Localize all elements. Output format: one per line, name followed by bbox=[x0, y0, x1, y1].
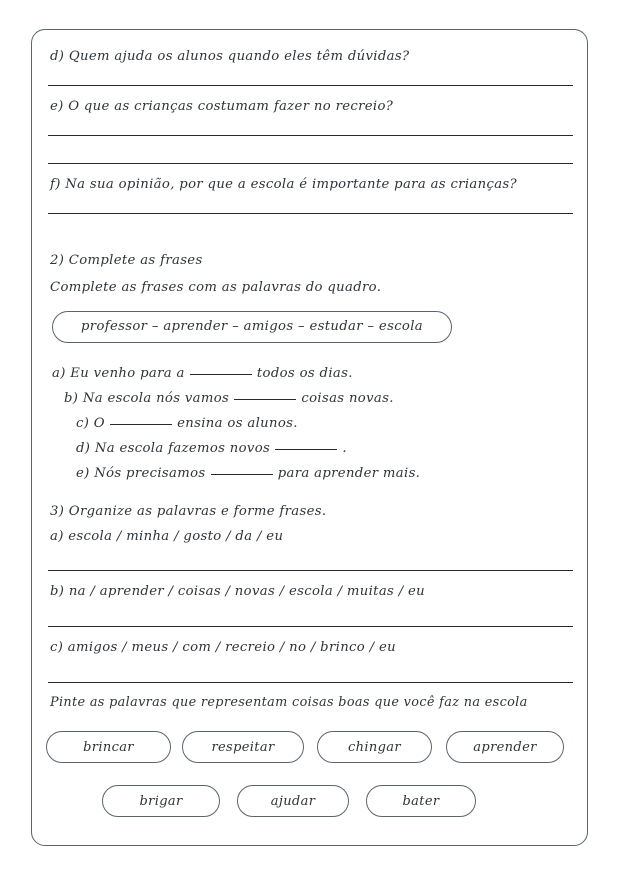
fill-blank-item-e bbox=[76, 462, 420, 481]
fill-blank-e-input[interactable] bbox=[211, 474, 273, 475]
answer-line-d-1[interactable] bbox=[48, 85, 573, 86]
fill-blank-item-b bbox=[64, 387, 394, 406]
word-pill-brigar[interactable] bbox=[102, 785, 220, 817]
fill-blank-a-after: todos os dias. bbox=[256, 366, 353, 381]
word-pill-chingar-label: chingar bbox=[348, 739, 401, 755]
word-pill-brincar-label: brincar bbox=[83, 739, 134, 755]
fill-blank-c-input[interactable] bbox=[110, 424, 172, 425]
fill-blank-d-input[interactable] bbox=[275, 449, 337, 450]
word-bank-box bbox=[52, 311, 452, 343]
fill-blank-a-input[interactable] bbox=[190, 374, 252, 375]
question-item-d: d) Quem ajuda os alunos quando eles têm dúvidas? bbox=[50, 49, 410, 64]
section2-instruction: Complete as frases com as palavras do quadro. bbox=[50, 280, 382, 295]
question-item-f: f) Na sua opinião, por que a escola é importante para as crianças? bbox=[50, 177, 517, 192]
word-pill-bater-label: bater bbox=[402, 793, 440, 809]
fill-blank-item-c bbox=[76, 412, 298, 431]
word-pill-respeitar-label: respeitar bbox=[211, 739, 275, 755]
scramble-item-b: b) na / aprender / coisas / novas / escola / muitas / eu bbox=[50, 584, 426, 599]
answer-line-e-2[interactable] bbox=[48, 163, 573, 164]
fill-blank-b-after: coisas novas. bbox=[301, 391, 394, 406]
word-pill-brigar-label: brigar bbox=[139, 793, 183, 809]
word-pill-chingar[interactable] bbox=[317, 731, 432, 763]
fill-blank-d-before: d) Na escola fazemos novos bbox=[76, 441, 271, 456]
answer-line-e-1[interactable] bbox=[48, 135, 573, 136]
section2-heading: 2) Complete as frases bbox=[50, 253, 203, 268]
word-pill-aprender[interactable] bbox=[446, 731, 564, 763]
word-pill-bater[interactable] bbox=[366, 785, 476, 817]
section4-instruction: Pinte as palavras que representam coisas boas que você faz na escola bbox=[50, 695, 528, 710]
fill-blank-a-before: a) Eu venho para a bbox=[52, 366, 185, 381]
scramble-answer-line-c[interactable] bbox=[48, 682, 573, 683]
word-pill-aprender-label: aprender bbox=[473, 739, 537, 755]
word-pill-respeitar[interactable] bbox=[182, 731, 304, 763]
question-item-e: e) O que as crianças costumam fazer no recreio? bbox=[50, 99, 394, 114]
word-pill-ajudar[interactable] bbox=[237, 785, 349, 817]
section3-heading: 3) Organize as palavras e forme frases. bbox=[50, 504, 327, 519]
fill-blank-b-before: b) Na escola nós vamos bbox=[64, 391, 230, 406]
fill-blank-c-after: ensina os alunos. bbox=[177, 416, 298, 431]
fill-blank-c-before: c) O bbox=[76, 416, 105, 431]
word-pill-brincar[interactable] bbox=[46, 731, 171, 763]
fill-blank-e-before: e) Nós precisamos bbox=[76, 466, 206, 481]
fill-blank-item-d bbox=[76, 437, 347, 456]
fill-blank-d-after: . bbox=[342, 441, 347, 456]
fill-blank-e-after: para aprender mais. bbox=[277, 466, 421, 481]
scramble-item-a: a) escola / minha / gosto / da / eu bbox=[50, 529, 284, 544]
worksheet-frame bbox=[31, 29, 588, 846]
answer-line-f-1[interactable] bbox=[48, 213, 573, 214]
word-pill-ajudar-label: ajudar bbox=[270, 793, 316, 809]
scramble-item-c: c) amigos / meus / com / recreio / no / brinco / eu bbox=[50, 640, 396, 655]
word-bank-text: professor – aprender – amigos – estudar – escola bbox=[81, 319, 423, 335]
fill-blank-item-a bbox=[52, 362, 353, 381]
scramble-answer-line-b[interactable] bbox=[48, 626, 573, 627]
fill-blank-b-input[interactable] bbox=[234, 399, 296, 400]
scramble-answer-line-a[interactable] bbox=[48, 570, 573, 571]
